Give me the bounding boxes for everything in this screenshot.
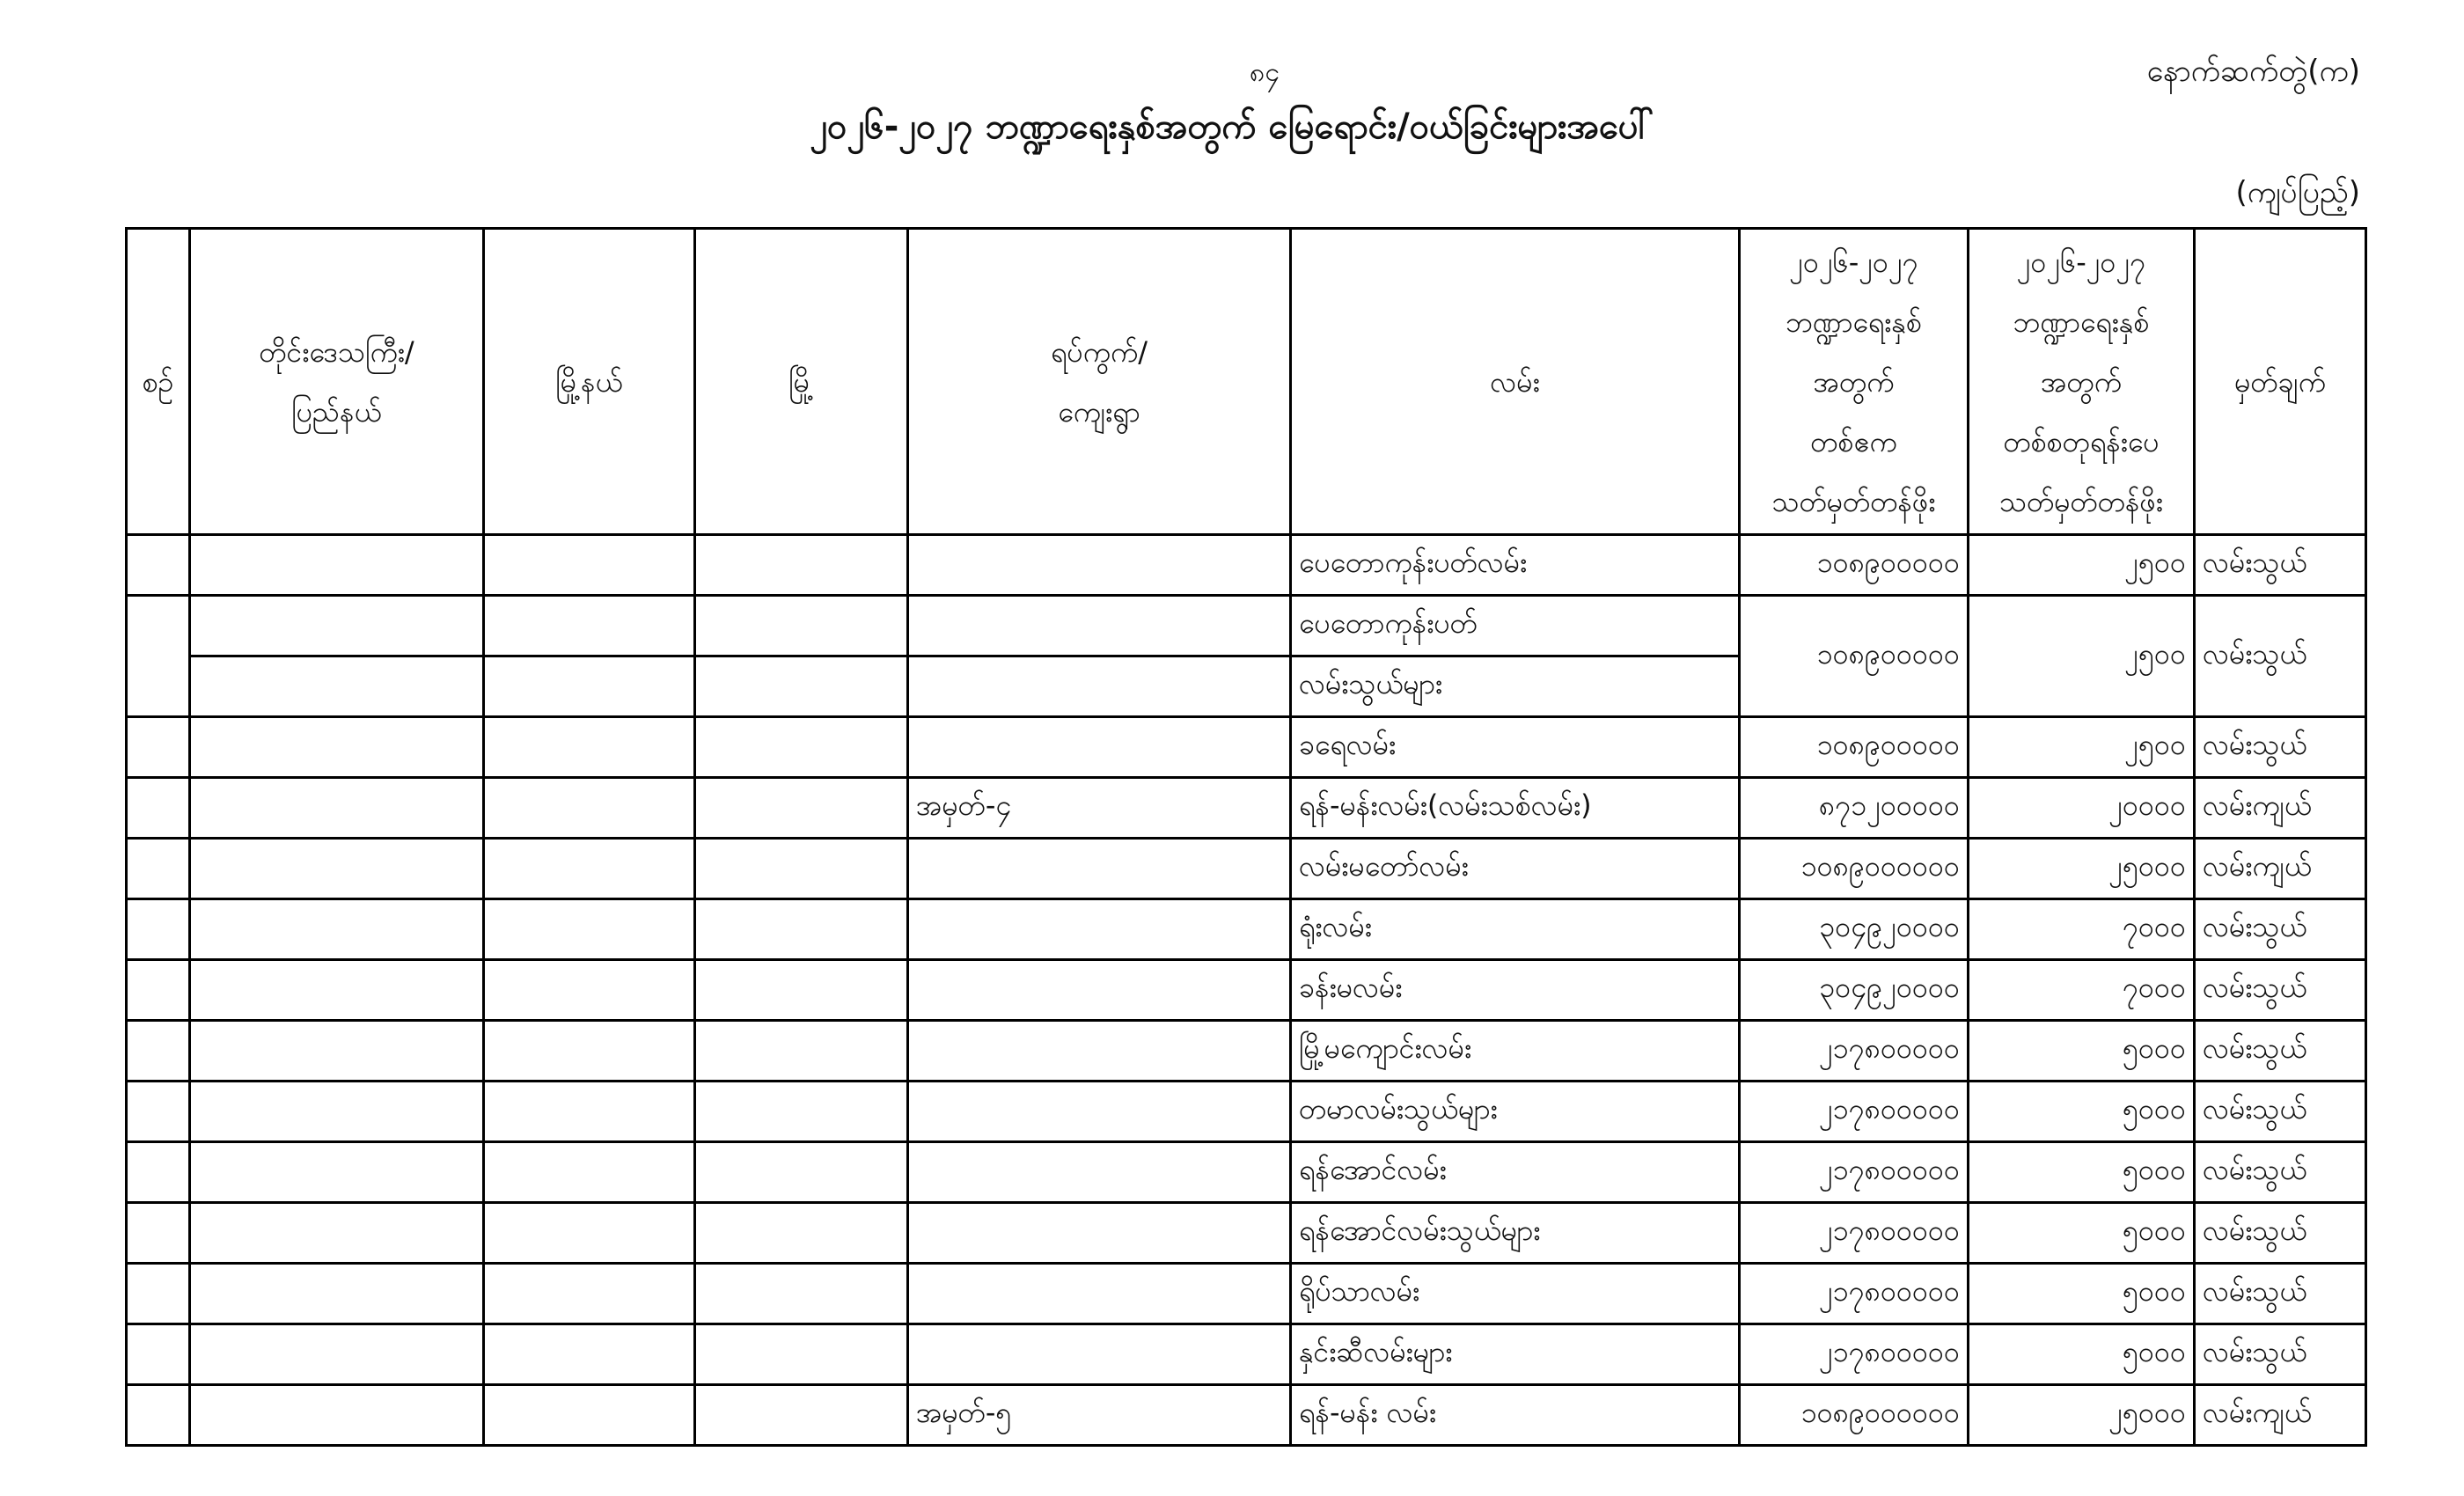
township-cell [484, 596, 695, 656]
town-cell [695, 535, 908, 596]
table-row [127, 1082, 2366, 1142]
serial-cell [127, 1142, 190, 1203]
value-per-sqft-cell: ၂၅၀၀ [1969, 717, 2195, 778]
township-cell [484, 839, 695, 899]
ward-cell [908, 596, 1291, 656]
land-value-table [125, 227, 2367, 1447]
road-cell: ရန်အောင်လမ်းသွယ်များ [1291, 1203, 1740, 1264]
serial-cell [127, 717, 190, 778]
value-per-acre-cell: ၂၁၇၈၀၀၀၀၀ [1740, 1021, 1969, 1082]
serial-cell [127, 1264, 190, 1324]
township-cell [484, 960, 695, 1021]
township-cell [484, 1264, 695, 1324]
serial-cell [127, 596, 190, 717]
road-cell: လမ်းမတော်လမ်း [1291, 839, 1740, 899]
road-cell: ရန်အောင်လမ်း [1291, 1142, 1740, 1203]
serial-cell [127, 960, 190, 1021]
town-cell [695, 1203, 908, 1264]
value-per-sqft-cell: ၇၀၀၀ [1969, 960, 2195, 1021]
col-header-value-per-acre-line: ဘဏ္ဍာရေးနှစ် [1786, 304, 1922, 339]
table-row [127, 1324, 2366, 1385]
value-per-acre-cell: ၁၀၈၉၀၀၀၀၀၀ [1740, 1385, 1969, 1446]
col-header-region-line2: ပြည်နယ် [291, 394, 382, 429]
township-cell [484, 1324, 695, 1385]
township-cell [484, 1021, 695, 1082]
ward-cell [908, 899, 1291, 960]
ward-cell [908, 717, 1291, 778]
table-row [127, 839, 2366, 899]
serial-cell [127, 839, 190, 899]
road-cell: ခရေလမ်း [1291, 717, 1740, 778]
region-cell [190, 717, 484, 778]
table-row [127, 1264, 2366, 1324]
col-header-value-per-acre-line: သတ်မှတ်တန်ဖိုး [1771, 484, 1936, 518]
table-row [127, 1021, 2366, 1082]
ward-cell [908, 535, 1291, 596]
table-row [127, 717, 2366, 778]
document-title: ၂၀၂၆-၂၀၂၇ ဘဏ္ဍာရေးနှစ်အတွက် မြေရောင်း/ဝယ်ခြင်းများအပေါ် [810, 106, 1654, 147]
value-per-sqft-cell: ၅၀၀၀ [1969, 1142, 2195, 1203]
region-cell [190, 1021, 484, 1082]
remark-cell: လမ်းသွယ် [2195, 1082, 2366, 1142]
value-per-sqft-cell: ၅၀၀၀ [1969, 1264, 2195, 1324]
township-cell [484, 778, 695, 839]
serial-cell [127, 1385, 190, 1446]
value-per-acre-cell: ၂၁၇၈၀၀၀၀၀ [1740, 1082, 1969, 1142]
ward-cell [908, 960, 1291, 1021]
col-header-town: မြို့ [695, 229, 908, 535]
col-header-ward [908, 229, 1291, 535]
col-header-value-per-acre-line: တစ်ဧက [1810, 424, 1897, 458]
region-cell [190, 960, 484, 1021]
town-cell [695, 778, 908, 839]
ward-cell [908, 1142, 1291, 1203]
remark-cell: လမ်းသွယ် [2195, 1203, 2366, 1264]
region-cell [190, 1385, 484, 1446]
col-header-region [190, 229, 484, 535]
remark-cell: လမ်းသွယ် [2195, 899, 2366, 960]
serial-cell [127, 535, 190, 596]
ward-cell [908, 1021, 1291, 1082]
region-cell [190, 1203, 484, 1264]
township-cell [484, 1203, 695, 1264]
town-cell [695, 1142, 908, 1203]
serial-cell [127, 1324, 190, 1385]
col-header-value-per-acre [1740, 229, 1969, 535]
town-cell [695, 1385, 908, 1446]
township-cell [484, 1082, 695, 1142]
ward-cell [908, 656, 1291, 717]
value-per-sqft-cell: ၂၅၀၀ [1969, 596, 2195, 717]
ward-cell [908, 1203, 1291, 1264]
road-cell: နှင်းဆီလမ်းများ [1291, 1324, 1740, 1385]
region-cell [190, 1082, 484, 1142]
col-header-value-per-acre-line: အတွက် [1813, 364, 1895, 399]
region-cell [190, 596, 484, 656]
value-per-acre-cell: ၂၁၇၈၀၀၀၀၀ [1740, 1203, 1969, 1264]
town-cell [695, 899, 908, 960]
road-cell: ခန်းမလမ်း [1291, 960, 1740, 1021]
remark-cell: လမ်းသွယ် [2195, 717, 2366, 778]
col-header-value-per-sqft-line: ဘဏ္ဍာရေးနှစ် [2013, 304, 2150, 339]
region-cell [190, 1142, 484, 1203]
remark-cell: လမ်းသွယ် [2195, 1324, 2366, 1385]
town-cell [695, 1082, 908, 1142]
township-cell [484, 899, 695, 960]
value-per-sqft-cell: ၂၅၀၀၀ [1969, 1385, 2195, 1446]
table-row [127, 960, 2366, 1021]
col-header-region-line1: တိုင်းဒေသကြီး/ [259, 334, 414, 369]
value-per-sqft-cell: ၂၅၀၀ [1969, 535, 2195, 596]
region-cell [190, 656, 484, 717]
value-per-sqft-cell: ၅၀၀၀ [1969, 1021, 2195, 1082]
township-cell [484, 717, 695, 778]
town-cell [695, 1264, 908, 1324]
town-cell [695, 717, 908, 778]
col-header-ward-line1: ရပ်ကွက်/ [1050, 334, 1148, 369]
header-row [127, 229, 2366, 535]
region-cell [190, 1264, 484, 1324]
ward-cell: အမှတ်-၅ [908, 1385, 1291, 1446]
road-cell: ရန်-မန်း လမ်း [1291, 1385, 1740, 1446]
col-header-remark: မှတ်ချက် [2195, 229, 2366, 535]
value-per-sqft-cell: ၂၀၀၀၀ [1969, 778, 2195, 839]
serial-cell [127, 778, 190, 839]
town-cell [695, 596, 908, 656]
table-row [127, 1203, 2366, 1264]
value-per-acre-cell: ၂၁၇၈၀၀၀၀၀ [1740, 1142, 1969, 1203]
road-cell: ပေတောကုန်းပတ်လမ်း [1291, 535, 1740, 596]
currency-unit: (ကျပ်ပြည့်) [2235, 175, 2360, 210]
remark-cell: လမ်းသွယ် [2195, 1142, 2366, 1203]
town-cell [695, 1021, 908, 1082]
col-header-value-per-acre-line: ၂၀၂၆-၂၀၂၇ [1789, 245, 1918, 279]
page-number: ၈၄ [1250, 57, 1280, 88]
col-header-value-per-sqft-line: အတွက် [2041, 364, 2122, 399]
col-header-value-per-sqft [1969, 229, 2195, 535]
annex-label: နောက်ဆက်တွဲ(က) [2146, 54, 2360, 89]
table-row [127, 1385, 2366, 1446]
township-cell [484, 1142, 695, 1203]
town-cell [695, 656, 908, 717]
value-per-acre-cell: ၈၇၁၂၀၀၀၀၀ [1740, 778, 1969, 839]
serial-cell [127, 1203, 190, 1264]
region-cell [190, 899, 484, 960]
town-cell [695, 1324, 908, 1385]
table-row [127, 778, 2366, 839]
township-cell [484, 1385, 695, 1446]
region-cell [190, 1324, 484, 1385]
col-header-value-per-sqft-line: ၂၀၂၆-၂၀၂၇ [2016, 245, 2146, 279]
road-cell: ရန်-မန်းလမ်း(လမ်းသစ်လမ်း) [1291, 778, 1740, 839]
town-cell [695, 839, 908, 899]
road-cell: မြို့မကျောင်းလမ်း [1291, 1021, 1740, 1082]
town-cell [695, 960, 908, 1021]
road-cell: တမာလမ်းသွယ်များ [1291, 1082, 1740, 1142]
township-cell [484, 656, 695, 717]
ward-cell: အမှတ်-၄ [908, 778, 1291, 839]
value-per-sqft-cell: ၇၀၀၀ [1969, 899, 2195, 960]
col-header-ward-line2: ကျေးရွာ [1058, 394, 1140, 429]
serial-cell [127, 1021, 190, 1082]
table-row [127, 899, 2366, 960]
value-per-acre-cell: ၃၀၄၉၂၀၀၀၀ [1740, 960, 1969, 1021]
col-header-serial: စဉ် [127, 229, 190, 535]
remark-cell: လမ်းသွယ် [2195, 960, 2366, 1021]
road-cell: ရိုပ်သာလမ်း [1291, 1264, 1740, 1324]
table-row [127, 1142, 2366, 1203]
ward-cell [908, 1324, 1291, 1385]
value-per-acre-cell: ၁၀၈၉၀၀၀၀၀၀ [1740, 839, 1969, 899]
ward-cell [908, 1264, 1291, 1324]
road-cell: ရုံးလမ်း [1291, 899, 1740, 960]
remark-cell: လမ်းသွယ် [2195, 596, 2366, 717]
ward-cell [908, 1082, 1291, 1142]
value-per-sqft-cell: ၅၀၀၀ [1969, 1324, 2195, 1385]
remark-cell: လမ်းသွယ် [2195, 535, 2366, 596]
value-per-acre-cell: ၃၀၄၉၂၀၀၀၀ [1740, 899, 1969, 960]
value-per-acre-cell: ၁၀၈၉၀၀၀၀၀ [1740, 596, 1969, 717]
col-header-value-per-sqft-line: သတ်မှတ်တန်ဖိုး [1999, 484, 2163, 518]
remark-cell: လမ်းသွယ် [2195, 1264, 2366, 1324]
region-cell [190, 778, 484, 839]
road-cell: လမ်းသွယ်များ [1291, 656, 1740, 717]
ward-cell [908, 839, 1291, 899]
value-per-sqft-cell: ၂၅၀၀၀ [1969, 839, 2195, 899]
township-cell [484, 535, 695, 596]
road-cell: ပေတောကုန်းပတ် [1291, 596, 1740, 656]
table-row [127, 535, 2366, 596]
value-per-acre-cell: ၁၀၈၉၀၀၀၀၀ [1740, 535, 1969, 596]
col-header-value-per-sqft-line: တစ်စတုရန်းပေ [2003, 424, 2160, 458]
value-per-sqft-cell: ၅၀၀၀ [1969, 1082, 2195, 1142]
value-per-acre-cell: ၁၀၈၉၀၀၀၀၀ [1740, 717, 1969, 778]
value-per-acre-cell: ၂၁၇၈၀၀၀၀၀ [1740, 1264, 1969, 1324]
value-per-sqft-cell: ၅၀၀၀ [1969, 1203, 2195, 1264]
col-header-township: မြို့နယ် [484, 229, 695, 535]
region-cell [190, 535, 484, 596]
remark-cell: လမ်းကျယ် [2195, 1385, 2366, 1446]
remark-cell: လမ်းကျယ် [2195, 778, 2366, 839]
region-cell [190, 839, 484, 899]
remark-cell: လမ်းသွယ် [2195, 1021, 2366, 1082]
remark-cell: လမ်းကျယ် [2195, 839, 2366, 899]
serial-cell [127, 899, 190, 960]
serial-cell [127, 1082, 190, 1142]
value-per-acre-cell: ၂၁၇၈၀၀၀၀၀ [1740, 1324, 1969, 1385]
table-row [127, 596, 2366, 656]
col-header-road: လမ်း [1291, 229, 1740, 535]
